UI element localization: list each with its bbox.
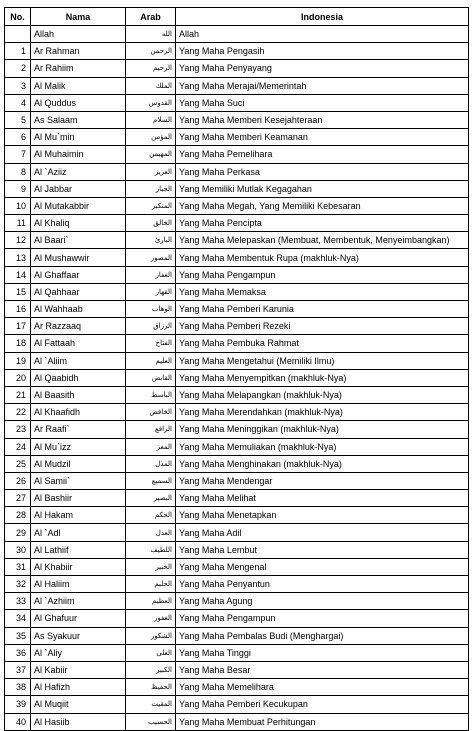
asmaul-husna-table <box>4 7 469 731</box>
cell-arab: القدوس <box>126 94 176 111</box>
cell-indonesia: Yang Maha Penyayang <box>176 60 469 77</box>
cell-no: 30 <box>5 541 31 558</box>
cell-indonesia: Yang Maha Pencipta <box>176 215 469 232</box>
table-row <box>5 180 469 197</box>
cell-arab: الجبار <box>126 180 176 197</box>
table-row <box>5 215 469 232</box>
cell-indonesia: Yang Maha Lembut <box>176 541 469 558</box>
header-indonesia: Indonesia <box>176 8 469 26</box>
cell-arab: الرافع <box>126 421 176 438</box>
cell-arab: المعز <box>126 438 176 455</box>
table-header-row <box>5 8 469 26</box>
cell-indonesia: Yang Maha Pengampun <box>176 610 469 627</box>
cell-nama: Al Fattaah <box>31 335 126 352</box>
cell-arab: السلام <box>126 111 176 128</box>
cell-nama: Al Baasith <box>31 386 126 403</box>
cell-nama: As Salaam <box>31 111 126 128</box>
cell-arab: الرزاق <box>126 318 176 335</box>
cell-no: 25 <box>5 455 31 472</box>
cell-arab: الرحمن <box>126 43 176 60</box>
table-row <box>5 421 469 438</box>
cell-no: 27 <box>5 490 31 507</box>
table-row <box>5 558 469 575</box>
cell-nama: Al Khaliq <box>31 215 126 232</box>
cell-no: 17 <box>5 318 31 335</box>
cell-arab: الرحيم <box>126 60 176 77</box>
cell-arab: القابض <box>126 369 176 386</box>
cell-nama: Ar Razzaaq <box>31 318 126 335</box>
cell-arab: الخالق <box>126 215 176 232</box>
cell-nama: As Syakuur <box>31 627 126 644</box>
cell-nama: Al `Azhiim <box>31 593 126 610</box>
cell-no: 31 <box>5 558 31 575</box>
cell-nama: Al `Aliy <box>31 644 126 661</box>
cell-indonesia: Yang Maha Meninggikan (makhluk-Nya) <box>176 421 469 438</box>
table-row <box>5 43 469 60</box>
table-row <box>5 232 469 249</box>
cell-indonesia: Yang Maha Melapangkan (makhluk-Nya) <box>176 386 469 403</box>
cell-nama: Al Bashiir <box>31 490 126 507</box>
table-row <box>5 679 469 696</box>
cell-indonesia: Yang Maha Penyantun <box>176 576 469 593</box>
cell-no: 40 <box>5 713 31 730</box>
cell-arab: اللطيف <box>126 541 176 558</box>
cell-no: 21 <box>5 386 31 403</box>
cell-nama: Al Mu`izz <box>31 438 126 455</box>
table-row <box>5 77 469 94</box>
cell-indonesia: Yang Maha Pembuka Rahmat <box>176 335 469 352</box>
cell-no: 20 <box>5 369 31 386</box>
cell-indonesia: Yang Maha Suci <box>176 94 469 111</box>
cell-no: 34 <box>5 610 31 627</box>
cell-nama: Al Khabiir <box>31 558 126 575</box>
cell-arab: الخبير <box>126 558 176 575</box>
cell-indonesia: Yang Maha Perkasa <box>176 163 469 180</box>
cell-no: 37 <box>5 661 31 678</box>
cell-no: 3 <box>5 77 31 94</box>
cell-no: 8 <box>5 163 31 180</box>
table-row <box>5 610 469 627</box>
cell-arab: الحفيظ <box>126 679 176 696</box>
cell-indonesia: Yang Maha Mengenal <box>176 558 469 575</box>
table-row <box>5 94 469 111</box>
table-row <box>5 283 469 300</box>
cell-no: 16 <box>5 301 31 318</box>
cell-arab: الملك <box>126 77 176 94</box>
cell-nama: Al Ghaffaar <box>31 266 126 283</box>
cell-nama: Ar Raafi` <box>31 421 126 438</box>
cell-arab: المصور <box>126 249 176 266</box>
cell-arab: الحسيب <box>126 713 176 730</box>
cell-nama: Al Mu`min <box>31 129 126 146</box>
table-row <box>5 661 469 678</box>
asmaul-husna-table-container <box>4 7 468 731</box>
cell-no: 19 <box>5 352 31 369</box>
cell-indonesia: Yang Maha Mengetahui (Memiliki Ilmu) <box>176 352 469 369</box>
cell-no: 22 <box>5 404 31 421</box>
cell-no: 28 <box>5 507 31 524</box>
cell-nama: Al `Aliim <box>31 352 126 369</box>
cell-nama: Al Quddus <box>31 94 126 111</box>
cell-arab: الحليم <box>126 576 176 593</box>
cell-indonesia: Yang Maha Memberi Kesejahteraan <box>176 111 469 128</box>
cell-no: 23 <box>5 421 31 438</box>
cell-no: 32 <box>5 576 31 593</box>
header-nama: Nama <box>31 8 126 26</box>
cell-no: 14 <box>5 266 31 283</box>
table-row <box>5 472 469 489</box>
cell-nama: Al Khaafidh <box>31 404 126 421</box>
cell-nama: Al Hasiib <box>31 713 126 730</box>
cell-no: 33 <box>5 593 31 610</box>
cell-no: 10 <box>5 197 31 214</box>
cell-indonesia: Yang Maha Memberi Keamanan <box>176 129 469 146</box>
cell-indonesia: Yang Maha Menyempitkan (makhluk-Nya) <box>176 369 469 386</box>
cell-nama: Al Kabiir <box>31 661 126 678</box>
cell-nama: Al Haliim <box>31 576 126 593</box>
cell-arab: المهيمن <box>126 146 176 163</box>
cell-arab: الغفور <box>126 610 176 627</box>
cell-nama: Al Baari` <box>31 232 126 249</box>
cell-indonesia: Yang Maha Melepaskan (Membuat, Membentuk, Menyeimbangkan) <box>176 232 469 249</box>
cell-indonesia: Yang Maha Pembalas Budi (Menghargai) <box>176 627 469 644</box>
cell-no: 9 <box>5 180 31 197</box>
cell-no <box>5 26 31 43</box>
cell-indonesia: Yang Maha Merajai/Memerintah <box>176 77 469 94</box>
cell-arab: الوهاب <box>126 301 176 318</box>
cell-no: 12 <box>5 232 31 249</box>
cell-indonesia: Yang Maha Mendengar <box>176 472 469 489</box>
cell-no: 38 <box>5 679 31 696</box>
table-row <box>5 369 469 386</box>
header-no: No. <box>5 8 31 26</box>
table-row <box>5 386 469 403</box>
table-row <box>5 335 469 352</box>
cell-indonesia: Yang Maha Membuat Perhitungan <box>176 713 469 730</box>
cell-nama: Al `Aziiz <box>31 163 126 180</box>
cell-arab: القهار <box>126 283 176 300</box>
table-row <box>5 129 469 146</box>
table-row <box>5 593 469 610</box>
cell-arab: الحكم <box>126 507 176 524</box>
table-row <box>5 524 469 541</box>
table-row <box>5 490 469 507</box>
cell-arab: المذل <box>126 455 176 472</box>
cell-no: 6 <box>5 129 31 146</box>
cell-arab: الفتاح <box>126 335 176 352</box>
cell-no: 24 <box>5 438 31 455</box>
table-row <box>5 26 469 43</box>
cell-no: 13 <box>5 249 31 266</box>
header-arab: Arab <box>126 8 176 26</box>
table-row <box>5 146 469 163</box>
cell-indonesia: Yang Maha Membentuk Rupa (makhluk-Nya) <box>176 249 469 266</box>
cell-nama: Al Jabbar <box>31 180 126 197</box>
cell-arab: الله <box>126 26 176 43</box>
cell-no: 18 <box>5 335 31 352</box>
cell-no: 39 <box>5 696 31 713</box>
cell-arab: الغفار <box>126 266 176 283</box>
table-row <box>5 60 469 77</box>
cell-arab: الكبير <box>126 661 176 678</box>
table-row <box>5 696 469 713</box>
cell-arab: المقيت <box>126 696 176 713</box>
cell-arab: المؤمن <box>126 129 176 146</box>
cell-indonesia: Yang Maha Pemberi Karunia <box>176 301 469 318</box>
cell-indonesia: Yang Maha Merendahkan (makhluk-Nya) <box>176 404 469 421</box>
cell-arab: العدل <box>126 524 176 541</box>
cell-no: 1 <box>5 43 31 60</box>
cell-arab: العزيز <box>126 163 176 180</box>
cell-indonesia: Yang Maha Adil <box>176 524 469 541</box>
cell-arab: البارئ <box>126 232 176 249</box>
cell-no: 15 <box>5 283 31 300</box>
cell-indonesia: Yang Maha Pemberi Rezeki <box>176 318 469 335</box>
cell-nama: Al Mudzil <box>31 455 126 472</box>
cell-indonesia: Yang Maha Tinggi <box>176 644 469 661</box>
cell-nama: Allah <box>31 26 126 43</box>
cell-nama: Ar Rahiim <box>31 60 126 77</box>
table-row <box>5 644 469 661</box>
table-row <box>5 301 469 318</box>
table-row <box>5 438 469 455</box>
cell-nama: Al Mutakabbir <box>31 197 126 214</box>
table-row <box>5 111 469 128</box>
cell-nama: Al Qaabidh <box>31 369 126 386</box>
table-body <box>5 26 469 731</box>
table-row <box>5 197 469 214</box>
cell-arab: المتكبر <box>126 197 176 214</box>
table-row <box>5 404 469 421</box>
cell-arab: العظيم <box>126 593 176 610</box>
cell-nama: Al `Adl <box>31 524 126 541</box>
cell-indonesia: Yang Maha Menetapkan <box>176 507 469 524</box>
cell-nama: Al Muhaimin <box>31 146 126 163</box>
table-row <box>5 507 469 524</box>
cell-no: 36 <box>5 644 31 661</box>
cell-indonesia: Yang Maha Memelihara <box>176 679 469 696</box>
cell-nama: Al Malik <box>31 77 126 94</box>
cell-no: 2 <box>5 60 31 77</box>
cell-no: 29 <box>5 524 31 541</box>
cell-no: 35 <box>5 627 31 644</box>
cell-indonesia: Allah <box>176 26 469 43</box>
cell-arab: الباسط <box>126 386 176 403</box>
table-row <box>5 627 469 644</box>
cell-indonesia: Yang Maha Megah, Yang Memiliki Kebesaran <box>176 197 469 214</box>
cell-nama: Al Hafizh <box>31 679 126 696</box>
cell-nama: Al Ghafuur <box>31 610 126 627</box>
cell-nama: Al Mushawwir <box>31 249 126 266</box>
cell-indonesia: Yang Maha Pengampun <box>176 266 469 283</box>
table-row <box>5 713 469 730</box>
cell-indonesia: Yang Maha Melihat <box>176 490 469 507</box>
table-row <box>5 266 469 283</box>
table-row <box>5 541 469 558</box>
cell-no: 5 <box>5 111 31 128</box>
cell-indonesia: Yang Maha Pemelihara <box>176 146 469 163</box>
cell-nama: Al Qahhaar <box>31 283 126 300</box>
table-row <box>5 163 469 180</box>
cell-nama: Ar Rahman <box>31 43 126 60</box>
cell-indonesia: Yang Maha Pengasih <box>176 43 469 60</box>
cell-no: 11 <box>5 215 31 232</box>
cell-nama: Al Muqiit <box>31 696 126 713</box>
cell-arab: البصير <box>126 490 176 507</box>
cell-nama: Al Samii` <box>31 472 126 489</box>
cell-nama: Al Wahhaab <box>31 301 126 318</box>
cell-nama: Al Hakam <box>31 507 126 524</box>
cell-arab: الشكور <box>126 627 176 644</box>
cell-indonesia: Yang Maha Menghinakan (makhluk-Nya) <box>176 455 469 472</box>
cell-indonesia: Yang Maha Memuliakan (makhluk-Nya) <box>176 438 469 455</box>
cell-arab: الخافض <box>126 404 176 421</box>
table-row <box>5 318 469 335</box>
cell-nama: Al Lathiif <box>31 541 126 558</box>
cell-indonesia: Yang Maha Pemberi Kecukupan <box>176 696 469 713</box>
cell-indonesia: Yang Memiliki Mutlak Kegagahan <box>176 180 469 197</box>
table-row <box>5 352 469 369</box>
cell-indonesia: Yang Maha Agung <box>176 593 469 610</box>
cell-no: 7 <box>5 146 31 163</box>
cell-no: 26 <box>5 472 31 489</box>
table-row <box>5 576 469 593</box>
table-row <box>5 455 469 472</box>
cell-arab: العليم <box>126 352 176 369</box>
cell-arab: السميع <box>126 472 176 489</box>
cell-no: 4 <box>5 94 31 111</box>
cell-arab: العلى <box>126 644 176 661</box>
cell-indonesia: Yang Maha Besar <box>176 661 469 678</box>
cell-indonesia: Yang Maha Memaksa <box>176 283 469 300</box>
table-row <box>5 249 469 266</box>
